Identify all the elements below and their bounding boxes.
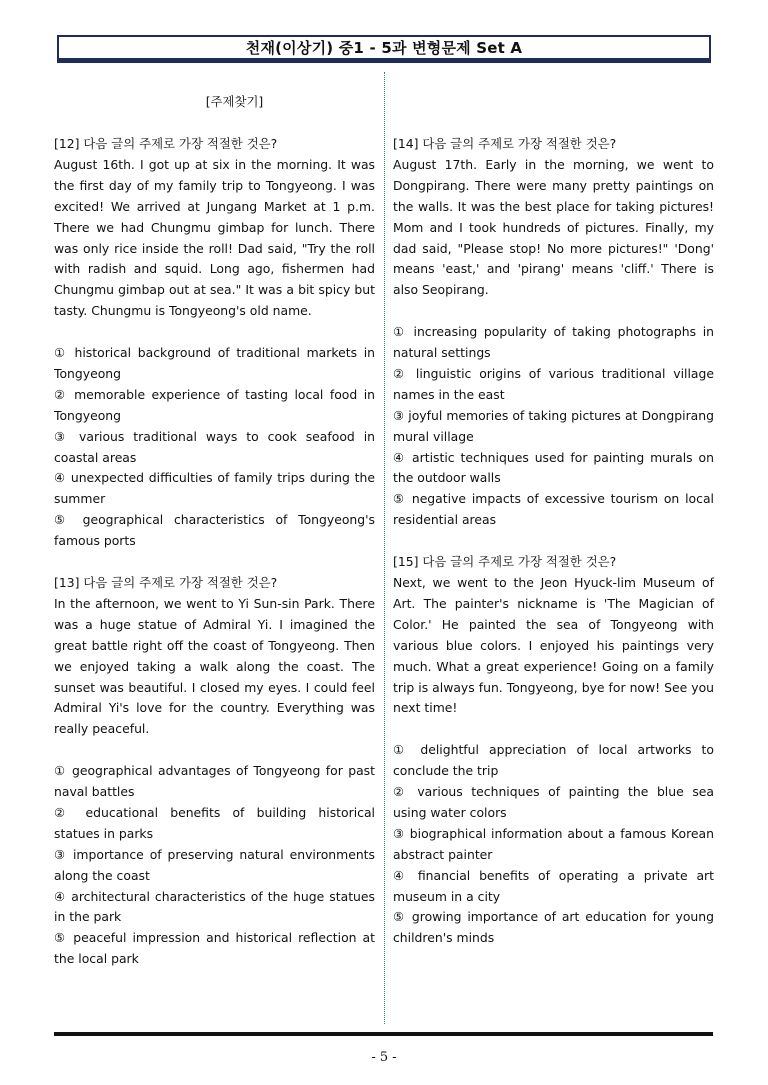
answer-option[interactable]: ① geographical advantages of Tongyeong for past naval battles: [54, 763, 375, 800]
question-label: [15] 다음 글의 주제로 가장 적절한 것은?: [393, 554, 617, 570]
page-number: - 5 -: [371, 1050, 397, 1065]
answer-option[interactable]: ④ architectural characteristics of the huge statues in the park: [54, 888, 375, 925]
answer-option[interactable]: ① historical background of traditional markets in Tongyeong: [54, 345, 375, 381]
right-column: [393, 92, 714, 949]
answer-options: [393, 322, 714, 531]
answer-option[interactable]: ④ unexpected difficulties of family trips during the summer: [54, 470, 375, 507]
left-column: [54, 92, 375, 970]
header-box: [57, 35, 711, 63]
answer-option[interactable]: ⑤ growing importance of art education for young children's minds: [393, 909, 714, 946]
question-14: [393, 134, 714, 531]
answer-option[interactable]: ⑤ negative impacts of excessive tourism on local residential areas: [393, 491, 714, 528]
question-passage: Next, we went to the Jeon Hyuck-lim Museum of Art. The painter's nickname is 'The Magician of Color.' He painted the sea of Tongyeong with various blue colors. I enjoyed his paintings very much. What a great experience! Going on a family trip is always fun. Tongyeong, bye for now! See you next time!: [393, 575, 714, 716]
answer-option[interactable]: ③ biographical information about a famous Korean abstract painter: [393, 825, 714, 862]
question-label: [13] 다음 글의 주제로 가장 적절한 것은?: [54, 575, 278, 590]
answer-option[interactable]: ② various techniques of painting the blue sea using water colors: [393, 784, 714, 820]
question-label: [14] 다음 글의 주제로 가장 적절한 것은?: [393, 136, 617, 151]
question-passage: In the afternoon, we went to Yi Sun-sin Park. There was a huge statue of Admiral Yi. I imagined the great battle right off the coast of Tongyeong. Then we enjoyed taking a walk along the coast. The sunset was beautiful. I closed my eyes. I could feel Admiral Yi's love for the country. Everything was really peaceful.: [54, 595, 375, 737]
question-12: [54, 134, 375, 552]
answer-option[interactable]: ⑤ peaceful impression and historical reflection at the local park: [54, 930, 375, 967]
answer-option[interactable]: ④ financial benefits of operating a private art museum in a city: [393, 867, 714, 904]
question-label: [12] 다음 글의 주제로 가장 적절한 것은?: [54, 136, 278, 151]
answer-option[interactable]: ⑤ geographical characteristics of Tongyeong's famous ports: [54, 512, 375, 549]
answer-option[interactable]: ② educational benefits of building historical statues in parks: [54, 804, 375, 841]
section-label: [주제찾기]: [205, 94, 264, 109]
answer-options: [54, 761, 375, 970]
page-title: 천재(이상기) 중1 - 5과 변형문제 Set A: [245, 39, 523, 57]
answer-option[interactable]: ③ various traditional ways to cook seafood in coastal areas: [54, 428, 375, 465]
answer-option[interactable]: ③ importance of preserving natural environments along the coast: [54, 846, 375, 883]
answer-option[interactable]: ③ joyful memories of taking pictures at Dongpirang mural village: [393, 407, 714, 444]
answer-options: [393, 740, 714, 949]
answer-option[interactable]: ① delightful appreciation of local artworks to conclude the trip: [393, 742, 714, 779]
answer-options: [54, 343, 375, 552]
answer-option[interactable]: ① increasing popularity of taking photographs in natural settings: [393, 324, 714, 361]
column-divider: [384, 72, 385, 1024]
question-15: [393, 552, 714, 949]
question-passage: August 16th. I got up at six in the morning. It was the first day of my family trip to Tongyeong. I was excited! We arrived at Jungang Market at 1 p.m. There we had Chungmu gimbap for lunch. There was only rice inside the roll! Dad said, "Try the roll with radish and squid. Long ago, fishermen had Chungmu gimbap out at sea." It was a bit spicy but tasty. Chungmu is Tongyeong's old name.: [54, 156, 375, 319]
answer-option[interactable]: ④ artistic techniques used for painting murals on the outdoor walls: [393, 449, 714, 486]
answer-option[interactable]: ② linguistic origins of various traditional village names in the east: [393, 365, 714, 402]
answer-option[interactable]: ② memorable experience of tasting local food in Tongyeong: [54, 386, 375, 423]
question-13: [54, 573, 375, 970]
footer-rule: [54, 1032, 713, 1036]
question-passage: August 17th. Early in the morning, we went to Dongpirang. There were many pretty paintings on the walls. It was the best place for taking pictures! Mom and I took hundreds of pictures. Finally, my dad said, "Please stop! No more pictures!" 'Dong' means 'east,' and 'pirang' means 'cliff.' There is also Seopirang.: [393, 156, 714, 298]
